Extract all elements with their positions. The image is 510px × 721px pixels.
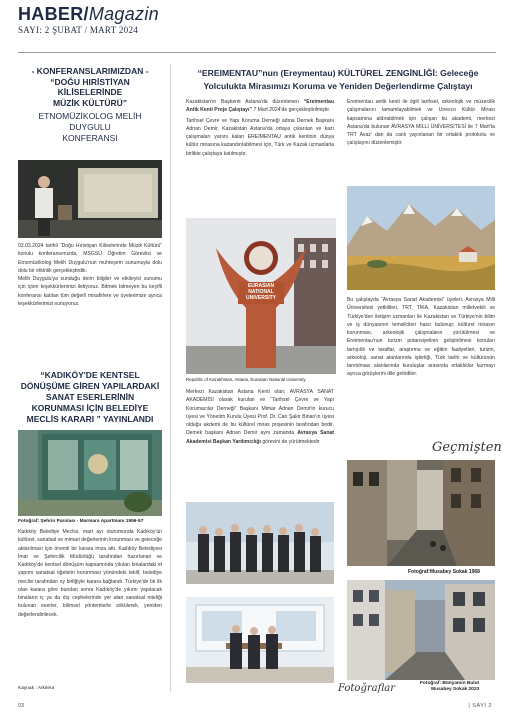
monument-sign-line: UNIVERSITY	[245, 294, 276, 301]
page-number: 03	[18, 703, 25, 709]
group-photo-2-art	[186, 597, 334, 683]
kadikoy-heading-line: DÖNÜŞÜME GİREN YAPILARDAKİ	[20, 381, 160, 392]
kadikoy-heading	[18, 370, 162, 425]
issue-date: SAYI: 2 ŞUBAT / MART 2024	[18, 25, 139, 35]
new-street-caption-line: Fotoğraf: Bünyamin Bulut	[420, 681, 480, 686]
magazine-title-main: HABER/	[18, 4, 89, 24]
ereimentau-col1-bottom	[186, 388, 334, 446]
conference-heading-line: MÜZİK KÜLTÜRÜ”	[53, 97, 127, 108]
conference-heading-line: KİLİSELERİNDE	[57, 87, 123, 98]
ereimentau-col2-top: Ereimentau antik kenti ile ilgili tarihsel, arkeolojik ve müzecilik çalışmalarını tamamlayabilmek ve Unesco Kültür Mirası kapsamına aldırabilmek için çalışan bu akademi, merkezi Astana'da bulunan AVRASYA MİLLİ ÜNİVERSİTESİ ile 7 Mart'ta TRT Avaz' dan da canlı yayınlanan bir ortaklık protokolu ve çalıştayını düzenlemiştir.	[347, 99, 495, 147]
kadikoy-heading-line: MECLİS KARARI ” YAYINLANDI	[26, 414, 154, 425]
landscape-painting-art	[347, 186, 495, 290]
group-photo-1	[186, 502, 334, 584]
ereimentau-headline	[182, 67, 494, 93]
conference-heading-line: “DOĞU HIRİSTİYAN	[50, 76, 130, 87]
ereimentau-col2-bottom: Bu çalıştayda “Avrasya Sanat Akademisi” üyeleri, Avrasya Milli Üniversitesi yetkilileri, TRT, TİKA, Kazakistan milletvekili ve Türkiye'den iletişim uzmanları ile Kazakistan ve Türkiye'nin bilim ve iş dünyasının temsilcileri hazır bulunup; kültürel mirasın korunması, arkeolojik çalışmaların yürütülmesi ve Ereimentau'nun turizm potansiyelinin geliştirilmesi konuları tartışıldı ve taraflar, araştırma ve eğitim faaliyetleri, turizm, arkeoloji, sanat alanlarında işbirliği, Türk tarihi ve kültürünün tanıtılması alanlarında kuruluşlar arasında ortaklıklar kurmayı ayrıca görüşlerini dile getirdiler.	[347, 297, 495, 378]
conference-subheading-line: KONFERANSI	[62, 133, 118, 144]
ereimentau-paragraph: Tarihsel Çevre ve Yapı Koruma Derneği adına Dernek Başkanı Adnan Demir, Kazakistan Astana'da ortaya çıkarılan ve kazı çalışmaları yanını kalan EREIMENTAU antik kentinin dünya kültür mirasına kazandırılabilmesi için, Türk ve Kazak uzmanlarla birlikte çalıştaya katılmıştır.	[186, 117, 334, 157]
academy-text: görevini de yürütmektedir	[260, 438, 320, 445]
conference-photo	[18, 160, 162, 238]
ereimentau-intro	[186, 98, 334, 115]
left-column	[18, 66, 162, 145]
mosaic-caption: Fotoğraf: Şehrin Parolası - Marmara Apartmanı 1956-57	[18, 519, 144, 524]
conference-paragraph: Melih Duygulu'ya sunduğu derin bilgiler ve etkileyici sunumu için içten teşekkürlerimizi iletiyoruz. Bitmek bilmeyen bu keyifli konferansı katılan tüm değerli misafirlere ve üyelerimize ayrıca teşekkürlerimizi sunuyoruz.	[18, 276, 162, 307]
masthead	[18, 4, 498, 35]
monument-sign-line: EURASIAN	[247, 283, 275, 289]
new-street-caption-line: Musabey Sokak 2023	[431, 687, 480, 693]
mosaic-photo	[18, 430, 162, 516]
conference-paragraph: 02.03.2024 tarihli “Doğu Hıristiyan Kiliselerinde Müzik Kültürü” konulu konferansımızda, MSGSÜ Öğretim Görevlisi ve Etnomüzikolog Melih Duygulu'nun muhteşem sunumuyla dolu dolu bir etkinlik gerçekleştirdik.	[18, 243, 162, 274]
conference-subheading-line: ETNOMÜZİKOLOG MELİH DUYGULU	[38, 110, 142, 132]
kadikoy-body: Kadıköy Belediye Meclisi, mart ayı oturumunda Kadıköy'ün kültürel, sanatsal ve mimari değerlerinin korunması ve geleceğe aktarılması için önemli bir karara imza attı. Kadıköy Belediyesi İmar ve Şehircilik Müdürlüğü tarafından hazırlanan ve Kadıköy'de kentsel dönüşüm kapsamında yıkılan binalardaki el yapımı sanatsal öğelerin korunması yönündeki teklif, belediye meclisi tarafından oy birliğiyle karara bağlandı. Türkiye'de bir ilk olan karara göre bundan sonra Kadıköy'de yıkımı yapılacak binaların iç ya da dış cephelerinde yer alan sanatsal niteliği bulunan eserler, bilimsel yöntemlerle sökülerek, yeniden değerlendirilecek.	[18, 529, 162, 618]
magazine-title-mag: Magazin	[88, 4, 159, 24]
old-street-photo	[347, 460, 495, 566]
group-photo-1-art	[186, 502, 334, 584]
old-street-caption: Fotoğraf:Musabey Sokak 1968	[408, 569, 480, 575]
conference-subheading	[18, 111, 162, 145]
group-photo-2	[186, 597, 334, 683]
ereimentau-headline-line: Yolculukta Mirasımızı Koruma ve Yeniden Değerlendirme Çalıştayı	[203, 80, 473, 91]
ereimentau-headline-line: “EREIMENTAU”nun (Ereymentau) KÜLTÜREL ZENGİNLİĞİ: Geleceğe	[197, 68, 479, 78]
magazine-title	[18, 4, 498, 25]
kadikoy-heading-line: “KADIKÖY'DE KENTSEL	[40, 370, 140, 380]
conference-body	[18, 242, 162, 308]
mosaic-photo-art	[18, 430, 162, 516]
intro-text: Kazakistan'ın Başkenti Astana'da düzenlenen	[186, 99, 304, 105]
column-divider	[170, 64, 171, 692]
header-divider	[18, 52, 496, 53]
kadikoy-source: Kaynak : Arkitera	[18, 686, 55, 691]
new-street-photo-art	[347, 580, 495, 680]
academy-text: Merkezi Kazakistan Astana Kenti olan; AVRASYA SANAT AKADEMİSİ olarak kurulan ve “Tarihsel Çevre ve Yapı Korumacılar Derneği” Başkanı Mimar Adnan Demir'in kurucu üyesi ve Yönetim Kurulu Üyesi Prof. Dr. Can Şakir Binan'ın üyesi olduğu akdemi de bu kültürel miras projesinin tarafından birdir. Demek başkanı Adnan Demir aynı zamanda	[186, 389, 334, 437]
gecmisten-title: Geçmişten	[432, 440, 502, 455]
academy-bold: Avrasya Sanat Akademisi Başkan Yardımcılığı	[186, 430, 334, 445]
new-street-caption	[420, 681, 479, 693]
conference-heading	[18, 66, 162, 109]
landscape-painting	[347, 186, 495, 290]
old-street-photo-art	[347, 460, 495, 566]
monument-photo	[186, 218, 336, 374]
intro-text: 7 Mart 2024'de gerçekleştirilmiştir.	[251, 107, 331, 114]
issue-footer: | SAYI 2	[468, 703, 492, 709]
monument-sign-line: NATIONAL	[248, 288, 274, 295]
kadikoy-heading-line: KORUNMASI İÇİN BELEDİYE	[31, 403, 149, 414]
intro-bold: “Ereimentau Antik Kenti Proje Çalıştayı”	[186, 99, 334, 114]
kadikoy-heading-line: SANAT ESERLERİNİN	[45, 392, 135, 403]
monument-caption: Republic of Kazakhstan, Astana, Eurasian National University	[186, 377, 306, 382]
monument-sign	[238, 284, 284, 301]
new-street-photo	[347, 580, 495, 680]
conference-photo-art	[18, 160, 162, 238]
ereimentau-col1-top	[186, 98, 334, 158]
conference-heading-line: - KONFERANSLARIMIZDAN -	[31, 66, 149, 76]
fotograflar-title: Fotoğraflar	[338, 683, 396, 694]
